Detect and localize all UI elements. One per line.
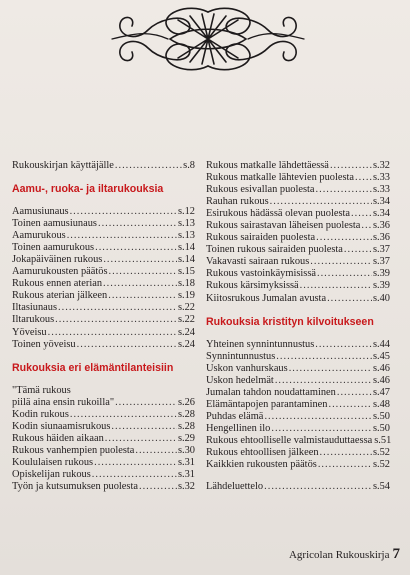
spacer [12, 172, 195, 182]
toc-entry [12, 206, 195, 218]
toc-entry [206, 351, 390, 363]
toc-entry-page: s.50 [372, 422, 390, 434]
dot-leader [270, 196, 372, 208]
toc-entry-page: s.44 [372, 338, 390, 350]
toc-entry [12, 290, 195, 302]
toc-entry-page: s.28 [177, 420, 195, 432]
dot-leader [361, 220, 372, 232]
toc-entry-title: Rukous ennen aterian [12, 278, 103, 290]
toc-entry-title: Rukous esivallan puolesta [206, 184, 315, 196]
toc-entry [12, 266, 195, 278]
toc-entry [12, 409, 195, 421]
toc-entry-page: s.52 [372, 459, 390, 471]
toc-entry-page: s.13 [177, 218, 195, 230]
toc-entry-title: Aamusiunaus [12, 206, 69, 218]
dot-leader [328, 399, 371, 411]
toc-entry [12, 160, 195, 172]
dot-leader [289, 363, 372, 375]
toc-entry-title: Rukous aterian jälkeen [12, 290, 108, 302]
toc-entry-page: s.37 [372, 256, 390, 268]
dot-leader [337, 387, 372, 399]
toc-entry-page: s.34 [372, 196, 390, 208]
toc-entry-title: Toinen yöveisu [12, 338, 76, 350]
toc-entry [206, 220, 390, 232]
spacer [206, 329, 390, 339]
section-heading: Rukouksia eri elämäntilanteisiin [12, 361, 174, 374]
toc-entry-title: Rukous vastoinkäymisissä [206, 268, 316, 280]
toc-entry [12, 421, 195, 433]
toc-entry-page: s.34 [372, 208, 390, 220]
toc-entry-page: s.22 [177, 314, 195, 326]
toc-entry-title: Jumalan tahdon noudattaminen [206, 386, 336, 398]
toc-entry-page: s.13 [177, 230, 195, 242]
toc-entry-title: Uskon vanhurskaus [206, 362, 288, 374]
dot-leader [264, 481, 372, 493]
dot-leader [111, 421, 177, 433]
toc-entry-title: Uskon hedelmät [206, 374, 274, 386]
page-footer [289, 546, 400, 563]
toc-entry-page: s.47 [372, 386, 390, 398]
toc-entry-title: Kaikkien rukousten päätös [206, 459, 317, 471]
dot-leader [318, 459, 372, 471]
toc-entry-title: piilä aina ensin rukoilla" [12, 396, 115, 408]
dot-leader [317, 268, 372, 280]
toc-entry-title: Synnintunnustus [206, 350, 276, 362]
toc-entry-page: s.18 [177, 278, 195, 290]
toc-entry-title: Rukous häiden aikaan [12, 432, 104, 444]
toc-entry [206, 375, 390, 387]
toc-entry [12, 469, 195, 481]
dot-leader [316, 184, 372, 196]
toc-entry [206, 481, 390, 493]
dot-leader [275, 375, 372, 387]
toc-entry [12, 230, 195, 242]
toc-entry-title: Toinen aamurukous [12, 242, 95, 254]
spacer [206, 471, 390, 481]
toc-entry [206, 435, 390, 447]
dot-leader [139, 481, 177, 493]
dot-leader [351, 208, 372, 220]
toc-entry-page: s.32 [177, 480, 195, 492]
toc-entry [206, 184, 390, 196]
toc-entry-page: s.12 [177, 206, 195, 218]
toc-entry-page: s.33 [372, 184, 390, 196]
dot-leader [276, 351, 372, 363]
toc-entry [206, 280, 390, 292]
section-heading: Rukouksia kristityn kilvoitukseen [206, 315, 374, 328]
toc-entry [206, 387, 390, 399]
toc-entry-title: Toinen rukous sairaiden puolesta [206, 244, 343, 256]
toc-entry-title: Yöveisu [12, 326, 47, 338]
toc-entry-page: s.33 [372, 172, 390, 184]
dot-leader [67, 230, 177, 242]
dot-leader [70, 206, 177, 218]
toc-entry-title: Jokapäiväinen rukous [12, 254, 103, 266]
toc-entry-title: Kodin rukous [12, 408, 69, 420]
book-title: Agricolan Rukouskirja [288, 549, 390, 561]
toc-entry-title: Vakavasti sairaan rukous [206, 256, 310, 268]
toc-entry [206, 339, 390, 351]
toc-entry-page: s.48 [372, 398, 390, 410]
dot-leader [135, 445, 177, 457]
toc-entry [206, 172, 390, 184]
toc-entry-title: Rukous matkalle lähdettäessä [206, 160, 329, 171]
toc-entry-title: Elämäntapojen parantaminen [206, 398, 328, 410]
toc-entry [12, 327, 195, 339]
toc-entry [206, 363, 390, 375]
toc-entry-page: s.8 [183, 160, 195, 171]
toc-entry-title: Puhdas elämä [206, 410, 264, 422]
spacer [12, 351, 195, 361]
toc-entry-page: s.50 [372, 410, 390, 422]
spacer [12, 375, 195, 385]
dot-leader [55, 314, 177, 326]
toc-entry-title: Aamurukousten päätös [12, 266, 108, 278]
toc-entry-title: Kodin siunaamisrukous [12, 420, 111, 432]
toc-entry [12, 302, 195, 314]
toc-entry [12, 457, 195, 469]
toc-entry-page: s.24 [177, 338, 195, 350]
page-number: 7 [392, 546, 400, 562]
toc-entry-page: s.14 [177, 254, 195, 266]
toc-entry-page: s.46 [372, 374, 390, 386]
toc-entry [12, 445, 195, 457]
toc-entry [206, 196, 390, 208]
toc-entry-title: Hengellinen ilo [206, 422, 271, 434]
dot-leader [355, 172, 372, 184]
toc-entry [206, 399, 390, 411]
toc-entry-title: Rukous ehtoollisen jälkeen [206, 446, 319, 458]
toc-entry-title: Rukous ehtoolliselle valmistauduttaessa [206, 434, 373, 446]
toc-entry-page: s.30 [177, 444, 195, 456]
toc-entry-title: Rukous matkalle lähtevien puolesta [206, 172, 355, 184]
toc-entry-title: Yhteinen synnintunnustus [206, 338, 315, 350]
toc-entry [12, 254, 195, 266]
toc-right-column [206, 160, 390, 493]
toc-entry [206, 268, 390, 280]
toc-entry-title: Koululaisen rukous [12, 456, 94, 468]
toc-entry-title: Esirukous hädässä olevan puolesta [206, 208, 350, 220]
dot-leader [58, 302, 177, 314]
dot-leader [327, 293, 372, 305]
dot-leader [264, 411, 372, 423]
toc-entry-page: s.24 [177, 326, 195, 338]
dot-leader [95, 242, 177, 254]
toc-entry-page: s.28 [177, 408, 195, 420]
toc-entry-title: Rukous sairastavan läheisen puolesta [206, 220, 361, 232]
toc-entry [206, 293, 390, 305]
toc-entry [206, 459, 390, 471]
dot-leader [330, 160, 372, 172]
toc-entry [12, 397, 195, 409]
section-heading: Aamu-, ruoka- ja iltarukouksia [12, 183, 164, 196]
toc-entry-page: s.39 [372, 280, 390, 292]
calligraphic-ornament [108, 6, 308, 72]
dot-leader [115, 160, 182, 172]
toc-entry [206, 256, 390, 268]
toc-entry-page: s.40 [372, 292, 390, 304]
dot-leader [316, 232, 372, 244]
spacer [206, 305, 390, 315]
toc-entry [206, 160, 390, 172]
toc-entry-title: Rukouskirjan käyttäjälle [12, 160, 114, 171]
toc-entry-page: s.15 [177, 266, 195, 278]
toc-entry-title: Toinen aamusiunaus [12, 218, 97, 230]
toc-entry-line: "Tämä rukous [12, 384, 71, 396]
toc-entry-page: s.52 [372, 446, 390, 458]
toc-entry-title: Iltasiunaus [12, 302, 58, 314]
dot-leader [108, 290, 177, 302]
toc-entry [12, 242, 195, 254]
toc-entry-title: Opiskelijan rukous [12, 468, 91, 480]
toc-entry-page: s.19 [177, 290, 195, 302]
toc-entry [12, 339, 195, 351]
toc-entry-title: Lähdeluettelo [206, 481, 264, 493]
dot-leader [98, 218, 177, 230]
toc-entry [206, 423, 390, 435]
toc-entry [206, 232, 390, 244]
toc-entry [12, 314, 195, 326]
toc-entry-page: s.51 [374, 434, 392, 446]
dot-leader [103, 254, 177, 266]
toc-entry-page: s.46 [372, 362, 390, 374]
toc-entry-title: Rauhan rukous [206, 196, 269, 208]
dot-leader [320, 447, 372, 459]
dot-leader [94, 457, 177, 469]
dot-leader [70, 409, 177, 421]
dot-leader [310, 256, 372, 268]
toc-left-column [12, 160, 195, 493]
toc-entry [12, 218, 195, 230]
toc-entry [12, 481, 195, 493]
toc-entry [206, 411, 390, 423]
toc-entry-page: s.45 [372, 350, 390, 362]
dot-leader [105, 433, 177, 445]
toc-entry-title: Rukous sairaiden puolesta [206, 232, 316, 244]
dot-leader [92, 469, 177, 481]
toc-entry-title: Kiitosrukous Jumalan avusta [206, 292, 327, 304]
toc-entry-page: s.31 [177, 468, 195, 480]
dot-leader [300, 280, 372, 292]
dot-leader [103, 278, 177, 290]
toc-entry-page: s.54 [372, 481, 390, 493]
dot-leader [77, 339, 177, 351]
toc-entry-page: s.39 [372, 268, 390, 280]
toc-entry-title: Rukous vanhempien puolesta [12, 444, 135, 456]
toc-entry-title: Iltarukous [12, 314, 55, 326]
toc-entry-page: s.36 [372, 220, 390, 232]
dot-leader [344, 244, 372, 256]
spacer [12, 196, 195, 206]
toc-entry-page: s.29 [177, 432, 195, 444]
toc-entry-title: Rukous kärsimyksissä [206, 280, 299, 292]
toc-entry-page: s.37 [372, 244, 390, 256]
toc-entry-page: s.26 [177, 396, 195, 408]
dot-leader [271, 423, 372, 435]
toc-entry [206, 244, 390, 256]
toc-entry-page: s.32 [372, 160, 390, 171]
toc-entry [206, 208, 390, 220]
toc-entry-page: s.36 [372, 232, 390, 244]
dot-leader [48, 327, 177, 339]
toc-entry [206, 447, 390, 459]
dot-leader [115, 397, 177, 409]
toc-entry-page: s.31 [177, 456, 195, 468]
toc-entry [12, 278, 195, 290]
toc-entry-page: s.22 [177, 302, 195, 314]
toc-entry-title: Aamurukous [12, 230, 66, 242]
toc-entry-page: s.14 [177, 242, 195, 254]
toc-entry-title: Työn ja kutsumuksen puolesta [12, 480, 138, 492]
dot-leader [315, 339, 372, 351]
toc-entry [12, 433, 195, 445]
dot-leader [109, 266, 177, 278]
